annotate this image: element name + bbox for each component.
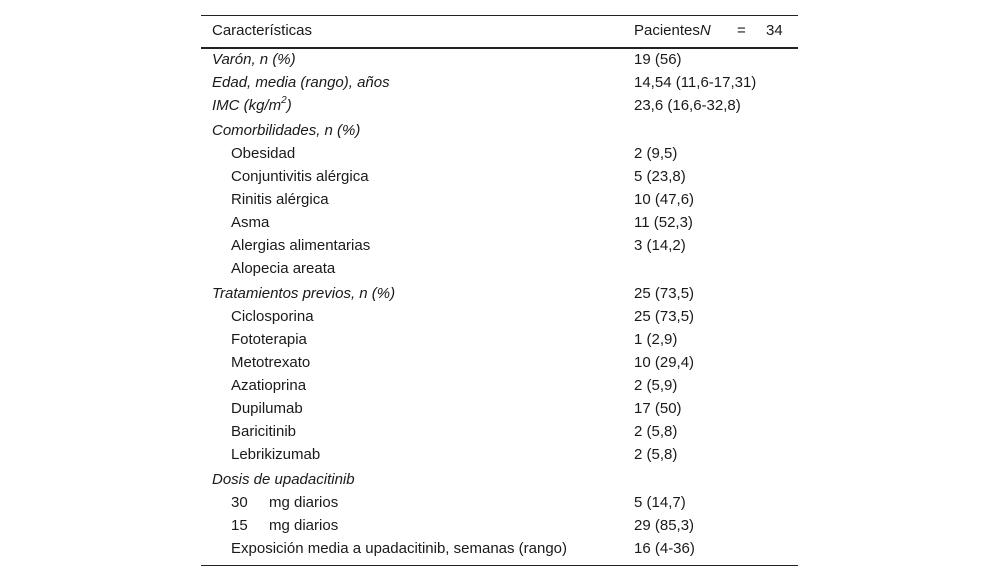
row-value-lebrikizumab: 2 (5,8) xyxy=(634,446,678,463)
row-value-edad: 14,54 (11,6-17,31) xyxy=(634,74,757,91)
row-label-imc xyxy=(212,97,292,115)
header-characteristics: Características xyxy=(212,22,313,39)
table-header-rule xyxy=(201,47,798,49)
row-value-metotrexato: 10 (29,4) xyxy=(634,354,695,371)
row-label-conjuntivitis: Conjuntivitis alérgica xyxy=(231,168,369,185)
row-value-varon: 19 (56) xyxy=(634,51,682,68)
header-n-variable: N xyxy=(699,22,711,39)
row-label-edad: Edad, media (rango), años xyxy=(212,74,390,91)
dose-30-unit: mg diarios xyxy=(269,494,339,511)
row-label-azatioprina: Azatioprina xyxy=(231,377,307,394)
row-value-dose-15: 29 (85,3) xyxy=(634,517,695,534)
header-patients xyxy=(634,22,794,40)
row-label-dose-15 xyxy=(231,517,338,535)
header-equals: = xyxy=(737,22,746,39)
row-value-obesidad: 2 (9,5) xyxy=(634,145,678,162)
row-value-tratamientos: 25 (73,5) xyxy=(634,285,695,302)
row-label-fototerapia: Fototerapia xyxy=(231,331,307,348)
row-value-dupilumab: 17 (50) xyxy=(634,400,682,417)
row-label-obesidad: Obesidad xyxy=(231,145,296,162)
dose-15-unit: mg diarios xyxy=(269,517,339,534)
row-value-conjuntivitis: 5 (23,8) xyxy=(634,168,686,185)
dose-30-number: 30 xyxy=(231,494,248,511)
row-label-alopecia: Alopecia areata xyxy=(231,260,336,277)
row-label-tratamientos: Tratamientos previos, n (%) xyxy=(212,285,396,302)
row-value-fototerapia: 1 (2,9) xyxy=(634,331,678,348)
row-label-exposicion: Exposición media a upadacitinib, semanas (rango) xyxy=(231,540,568,557)
row-label-dupilumab: Dupilumab xyxy=(231,400,303,417)
imc-label-superscript: 2 xyxy=(281,95,287,106)
header-patients-label: Pacientes xyxy=(634,22,700,39)
row-value-baricitinib: 2 (5,8) xyxy=(634,423,678,440)
row-label-metotrexato: Metotrexato xyxy=(231,354,311,371)
table-bottom-rule xyxy=(201,565,798,566)
row-label-varon: Varón, n (%) xyxy=(212,51,296,68)
row-label-dose-30 xyxy=(231,494,338,512)
row-value-exposicion: 16 (4-36) xyxy=(634,540,695,557)
row-label-comorbilidades: Comorbilidades, n (%) xyxy=(212,122,361,139)
table-top-rule xyxy=(201,15,798,16)
header-n-value: 34 xyxy=(766,22,783,39)
row-label-baricitinib: Baricitinib xyxy=(231,423,297,440)
row-value-dose-30: 5 (14,7) xyxy=(634,494,686,511)
row-label-asma: Asma xyxy=(231,214,270,231)
dose-15-number: 15 xyxy=(231,517,248,534)
row-value-ciclosporina: 25 (73,5) xyxy=(634,308,695,325)
row-value-azatioprina: 2 (5,9) xyxy=(634,377,678,394)
row-value-asma: 11 (52,3) xyxy=(634,214,693,231)
row-label-rinitis: Rinitis alérgica xyxy=(231,191,329,208)
row-label-dosis: Dosis de upadacitinib xyxy=(212,471,355,488)
row-value-alergias: 3 (14,2) xyxy=(634,237,686,254)
row-label-ciclosporina: Ciclosporina xyxy=(231,308,314,325)
row-label-lebrikizumab: Lebrikizumab xyxy=(231,446,321,463)
imc-label-main: IMC (kg/m xyxy=(212,97,282,114)
row-value-rinitis: 10 (47,6) xyxy=(634,191,695,208)
row-label-alergias: Alergias alimentarias xyxy=(231,237,371,254)
row-value-imc: 23,6 (16,6-32,8) xyxy=(634,97,741,114)
imc-label-end: ) xyxy=(286,97,292,114)
